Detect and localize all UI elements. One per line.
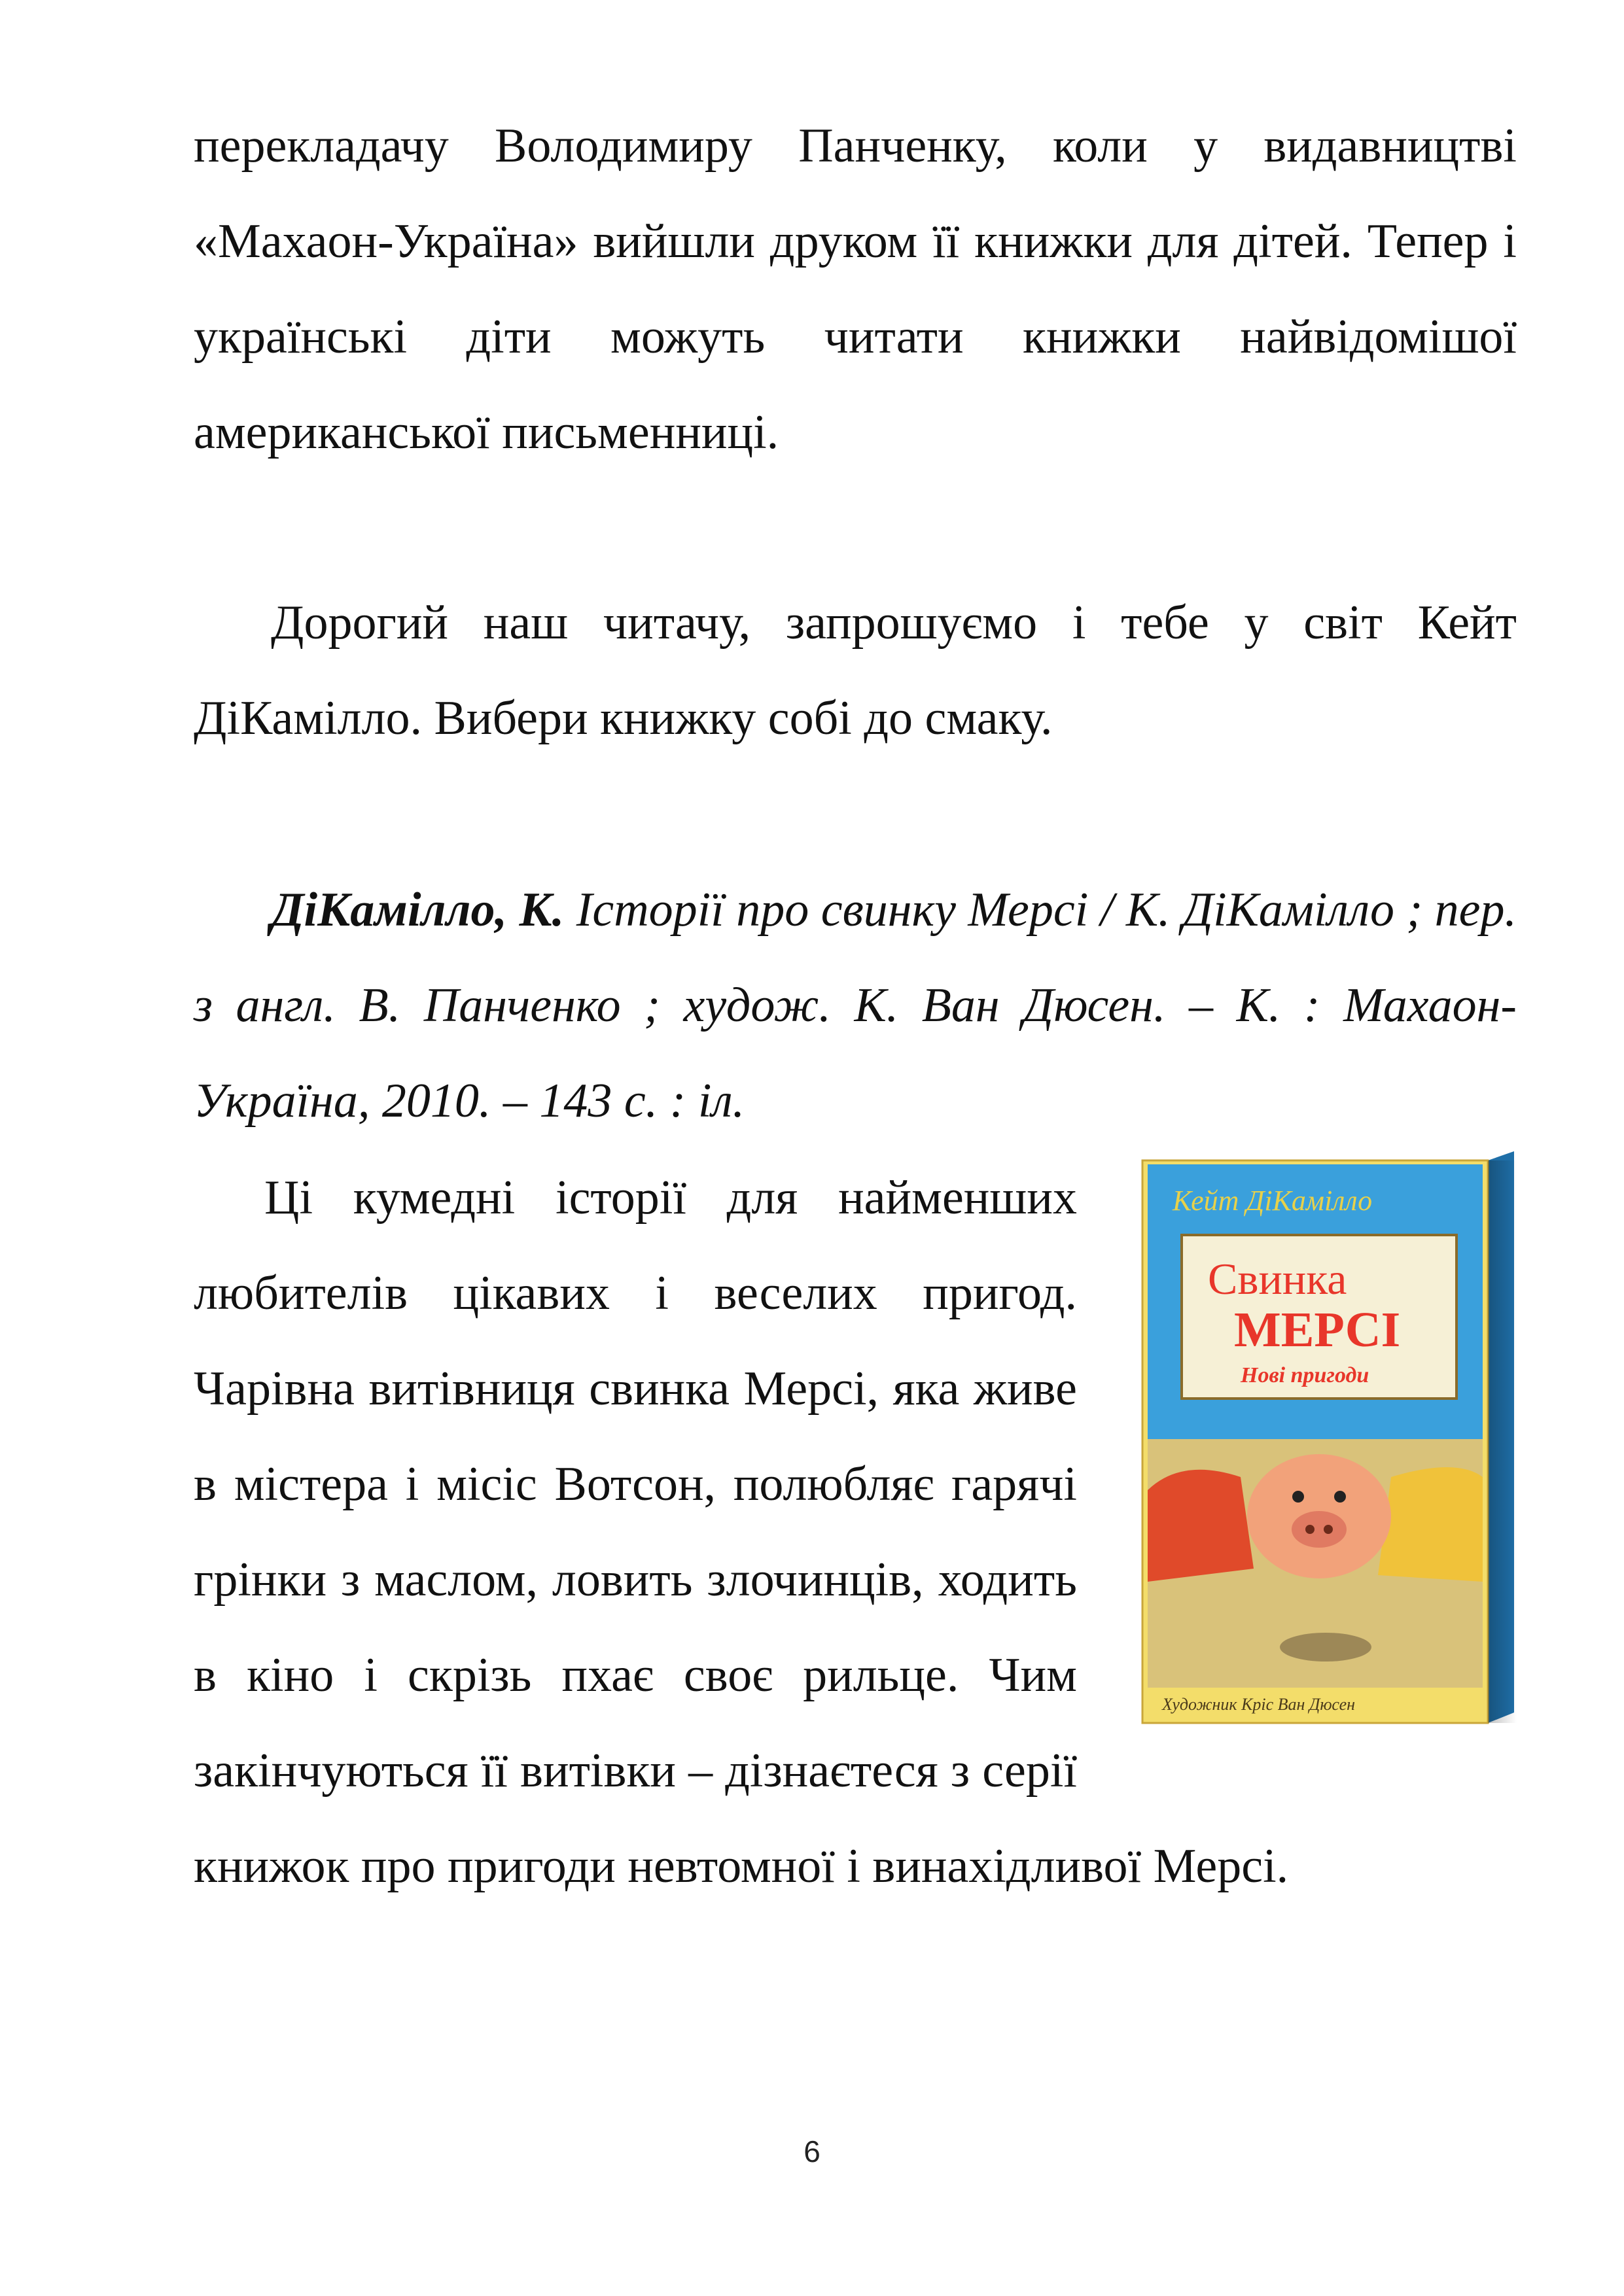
book-cover-image (1129, 1150, 1517, 1724)
cover-title-line2: МЕРСІ (1234, 1302, 1401, 1357)
book-description-text: Ці кумедні історії для найменших любителів цікавих і веселих пригод. Чарівна витівниця свинка Мерсі, яка живе в містера і місіс Вотсон, полюбляє гарячі грінки з маслом, ловить злочинців, ходить в кіно і скрізь пхає своє рильце. Чим закінчуються її витівки – дізнаєтеся з серії книжок про пригоди невтомної і винахідливої Мерсі. (194, 1171, 1289, 1893)
cover-subtitle: Нові пригоди (1241, 1363, 1369, 1387)
page-number: 6 (803, 2134, 821, 2168)
bibliographic-entry (194, 862, 1517, 1149)
book-description-block (194, 1150, 1517, 1914)
cover-title-line1: Свинка (1208, 1254, 1347, 1304)
cover-author-text: Кейт ДіКамілло (1173, 1185, 1373, 1217)
biblio-author: ДіКамілло, К. (271, 883, 565, 937)
paragraph-invitation: Дорогий наш читачу, запрошуємо і тебе у світ Кейт ДіКамілло. Вибери книжку собі до смаку. (194, 596, 1517, 745)
paragraph-translator: перекладачу Володимиру Панченку, коли у видавництві «Махаон-Україна» вийшли друком її книжки для дітей. Тепер і українські діти можуть читати книжки найвідомішої американської письменниці. (194, 119, 1517, 459)
biblio-details: Історії про свинку Мерсі / К. ДіКамілло ; пер. з англ. В. Панченко ; худож. К. Ван Дюсен. – К. : Махаон-Україна, 2010. – 143 с. : іл. (194, 883, 1517, 1128)
cover-illustrator: Художник Кріс Ван Дюсен (1162, 1695, 1356, 1714)
